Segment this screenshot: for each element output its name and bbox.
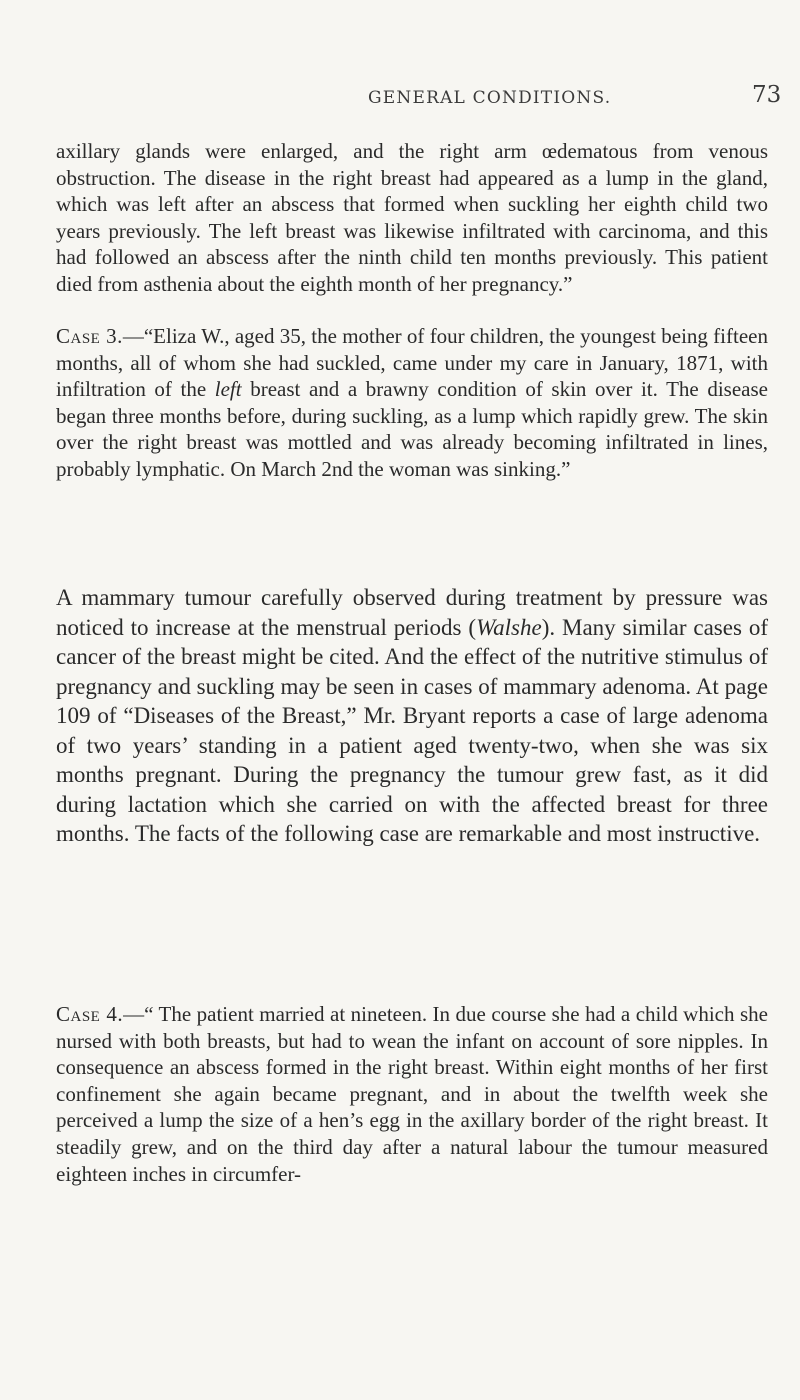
page-number: 73 bbox=[752, 82, 782, 108]
running-head-title: GENERAL CONDITIONS. bbox=[368, 88, 612, 108]
case-3-label: Case 3. bbox=[56, 324, 123, 348]
paragraph-3-text-a: A mammary tumour carefully observed during treatment by pressure was noticed to increase at the menstrual periods ( bbox=[56, 585, 768, 640]
paragraph-case-4 bbox=[56, 1001, 768, 1187]
case-4-label: Case 4. bbox=[56, 1002, 124, 1026]
case-4-text: —“ The patient married at nineteen. In due course she had a child which she nursed with both breasts, but had to wean the infant on account of sore nipples. In consequence an abscess formed in the right breast. Within eight months of her first confinement she again became pregnant, and in about the twelfth week she perceived a lump the size of a hen’s egg in the axillary border of the right breast. It steadily grew, and on the third day after a natural labour the tumour measured eighteen inches in circumfer- bbox=[56, 1002, 768, 1186]
case-3-italic: left bbox=[214, 377, 242, 402]
running-head bbox=[0, 82, 800, 118]
paragraph-1 bbox=[56, 138, 768, 298]
case-3-text-a: —“Eliza W., aged 35, the mother of four children, the youngest being fifteen months, all of whom she had suckled, came under my care in January, 1871, with infiltration of the bbox=[56, 324, 768, 402]
paragraph-3-italic: Walshe bbox=[476, 614, 542, 640]
paragraph-3-text-b: ). Many similar cases of cancer of the breast might be cited. And the effect of the nutritive stimulus of pregnancy and suckling may be seen in cases of mammary adenoma. At page 109 of “Diseases of the Breast,” Mr. Bryant reports a case of large adenoma of two years’ standing in a patient aged twenty-two, when she was six months pregnant. During the pregnancy the tumour grew fast, as it did during lactation which she carried on with the affected breast for three months. The facts of the following case are remarkable and most instructive. bbox=[56, 614, 768, 846]
case-3-text-b: breast and a brawny condition of skin over it. The disease began three months before, during suckling, as a lump which rapidly grew. The skin over the right breast was mottled and was already becoming infiltrated in lines, probably lymphatic. On March 2nd the woman was sinking.” bbox=[56, 377, 768, 481]
paragraph-case-3 bbox=[56, 323, 768, 483]
paragraph-3 bbox=[56, 583, 768, 849]
paragraph-1-text: axillary glands were enlarged, and the right arm œdematous from venous obstruction. The disease in the right breast had appeared as a lump in the gland, which was left after an abscess that formed when suckling her eighth child two years previously. The left breast was likewise infiltrated with carcinoma, and this had followed an abscess after the ninth child ten months previously. This patient died from asthenia about the eighth month of her pregnancy.” bbox=[56, 139, 768, 296]
